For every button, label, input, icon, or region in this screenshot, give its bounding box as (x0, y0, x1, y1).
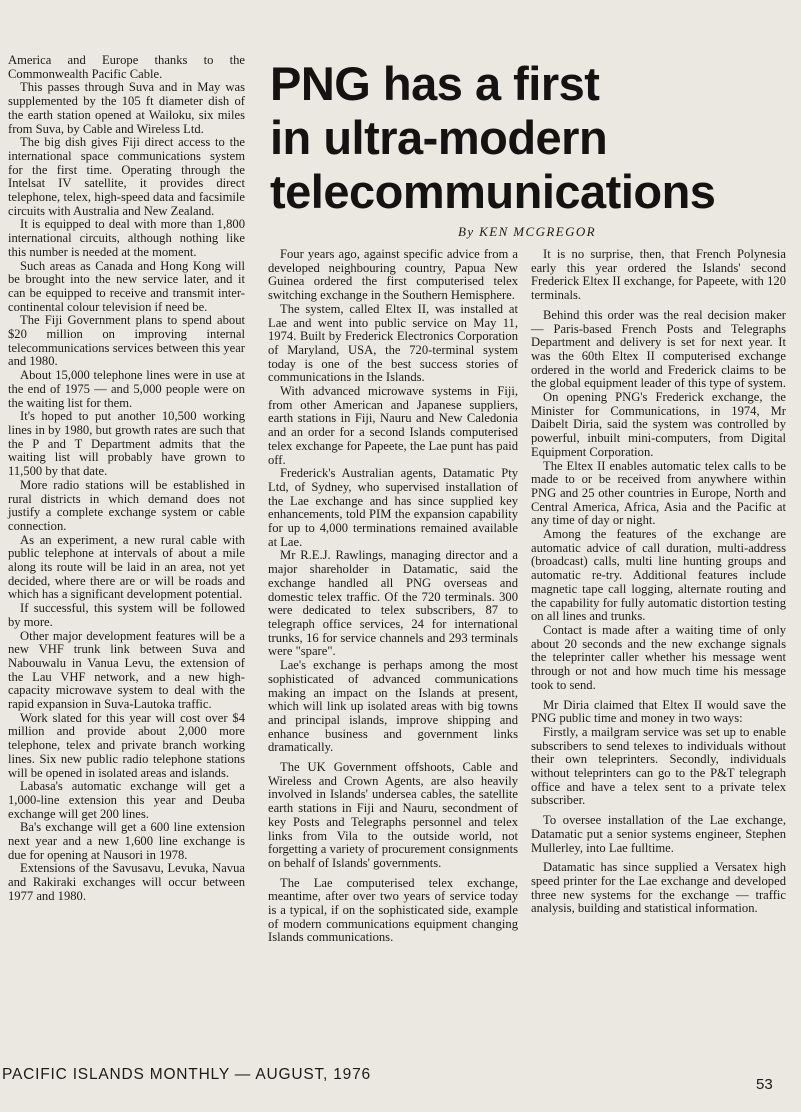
paragraph: Work slated for this year will cost over $4 million and provide about 2,000 more telephone, telex and private branch working lines. Six new public radio telephone stations will be opened in isolated areas and islands. (8, 710, 245, 780)
paragraph: About 15,000 telephone lines were in use at the end of 1975 — and 5,000 people were on the waiting list for them. (8, 368, 245, 410)
paragraph: The Eltex II enables automatic telex calls to be made to or be received from anywhere within PNG and 25 other countries in Europe, North and Central America, Africa, Asia and the Pacific at any time of day or night. (531, 458, 786, 528)
paragraph: Datamatic has since supplied a Versatex high speed printer for the Lae exchange and developed three new systems for the exchange — traffic analysis, building and statistical information. (531, 860, 786, 916)
paragraph: The Lae computerised telex exchange, meantime, after over two years of service today is a typical, if on the sophisticated side, example of modern communications equipment changing Islands communications. (268, 875, 518, 945)
paragraph: Frederick's Australian agents, Datamatic Pty Ltd, of Sydney, who supervised installation of the Lae exchange and has since supplied key enhancements, told PIM the expansion capability for up to 4,000 terminations remained available at Lae. (268, 466, 518, 549)
paragraph: Firstly, a mailgram service was set up to enable subscribers to send telexes to individuals without their own teleprinters. Secondly, individuals without teleprinters can go to the P&T telegraph office and have a telex sent to a private telex subscriber. (531, 724, 786, 808)
paragraph: With advanced microwave systems in Fiji, from other American and Japanese suppliers, earth stations in Fiji, Nauru and New Caledonia and an order for a second Islands computerised telex exchange for Papeete, the Lae punt has paid off. (268, 384, 518, 467)
page-number: 53 (756, 1076, 773, 1093)
byline: By KEN MCGREGOR (458, 224, 596, 239)
paragraph: The Fiji Government plans to spend about $20 million on improving internal telecommunications services between this year and 1980. (8, 313, 245, 369)
paragraph: It is no surprise, then, that French Polynesia early this year ordered the Islands' second Frederick Eltex II exchange, for Papeete, with 120 terminals. (531, 247, 786, 303)
paragraph: Such areas as Canada and Hong Kong will be brought into the new service later, and it can be equipped to receive and transmit inter-continental colour television if need be. (8, 258, 245, 314)
paragraph: Extensions of the Savusavu, Levuka, Navua and Rakiraki exchanges will occur between 1977 and 1980. (8, 861, 245, 903)
paragraph: To oversee installation of the Lae exchange, Datamatic put a senior systems engineer, Stephen Mullerley, into Lae fulltime. (531, 813, 786, 855)
paragraph: The UK Government offshoots, Cable and Wireless and Crown Agents, are also heavily involved in Islands' undersea cables, the satellite earth stations in Fiji and Nauru, secondment of key Posts and Telegraphs personnel and telex links from Vila to the outside world, not forgetting a variety of procurement consignments on behalf of Islands' governments. (268, 760, 518, 870)
paragraph: Other major development features will be a new VHF trunk link between Suva and Nabouwalu in Vanua Levu, the extension of the Lau VHF network, and a new high-capacity microwave system to deal with the rapid expansion in Suva-Lautoka traffic. (8, 628, 245, 712)
paragraph: Mr Diria claimed that Eltex II would save the PNG public time and money in two ways: (531, 697, 786, 726)
paragraph: Labasa's automatic exchange will get a 1,000-line extension this year and Deuba exchange will get 200 lines. (8, 779, 245, 821)
paragraph: America and Europe thanks to the Commonwealth Pacific Cable. (8, 53, 245, 81)
paragraph: It's hoped to put another 10,500 working lines in by 1980, but growth rates are such that the P and T Department admits that the waiting list will probably have grown to 11,500 by that date. (8, 409, 245, 479)
paragraph: It is equipped to deal with more than 1,800 international circuits, although nothing like this number is needed at the moment. (8, 217, 245, 259)
headline-line: PNG has a first (270, 57, 600, 110)
paragraph: If successful, this system will be followed by more. (8, 601, 245, 629)
paragraph: Behind this order was the real decision maker — Paris-based French Posts and Telegraphs Department and delivery is set for next year. It was the 60th Eltex II computerised exchange ordered in the world and Frederick claims to be the global equipment leader of this type of system. (531, 307, 786, 391)
headline-line: telecommunications (270, 165, 716, 218)
paragraph: More radio stations will be established in rural districts in which demand does not justify a complete exchange system or cable connection. (8, 477, 245, 533)
column-right (531, 248, 786, 916)
paragraph: The system, called Eltex II, was installed at Lae and went into public service on May 11, 1974. Built by Frederick Electronics Corporation of Maryland, USA, the 720-terminal system today is one of the best success stories of communications in the Islands. (268, 301, 518, 385)
paragraph: Among the features of the exchange are automatic advice of call duration, multi-address (broadcast) calls, multi line hunting groups and automatic re-try. Additional features include magnetic tape call logging, alternate routing and the capability for fully automatic distortion testing on all lines and trunks. (531, 527, 786, 624)
paragraph: As an experiment, a new rural cable with public telephone at intervals of about a mile along its route will be laid in an area, not yet decided, where there are or will be roads and which has a significant development potential. (8, 532, 245, 602)
column-middle (268, 248, 518, 945)
paragraph: Four years ago, against specific advice from a developed neighbouring country, Papua New Guinea ordered the first computerised telex switching exchange in the Southern Hemisphere. (268, 247, 518, 303)
paragraph: The big dish gives Fiji direct access to the international space communications system for the first time. Operating through the Intelsat IV satellite, it provides direct telephone, telex, high-speed data and facsimile circuits with Australia and New Zealand. (8, 135, 245, 218)
paragraph: Lae's exchange is perhaps among the most sophisticated of advanced communications making an impact on the Islands at present, which will link up isolated areas with big towns and principal islands, improve shipping and enhance business and government links dramatically. (268, 658, 518, 755)
article-headline (270, 57, 790, 219)
paragraph: Ba's exchange will get a 600 line extension next year and a new 1,600 line exchange is due for opening at Nausori in 1978. (8, 820, 245, 862)
paragraph: Mr R.E.J. Rawlings, managing director and a major shareholder in Datamatic, said the exchange handled all PNG overseas and domestic telex traffic. Of the 720 terminals. 300 were dedicated to telex subscribers, 87 to telegraph office services, 24 for international trunks, 16 for service channels and 293 terminals were "spare". (268, 548, 518, 659)
paragraph: Contact is made after a waiting time of only about 20 seconds and the new exchange signals the teleprinter caller whether his message went through or not and how much time his message took to send. (531, 622, 786, 692)
paragraph: On opening PNG's Frederick exchange, the Minister for Communications, in 1974, Mr Daibelt Diria, said the system was controlled by powerful, inbuilt mini-computers, from Digital Equipment Corporation. (531, 390, 786, 459)
page-footer: PACIFIC ISLANDS MONTHLY — AUGUST, 1976 (2, 1066, 371, 1083)
headline-line: in ultra-modern (270, 111, 608, 164)
paragraph: This passes through Suva and in May was supplemented by the 105 ft diameter dish of the earth station opened at Wailoku, six miles from Suva, by Cable and Wireless Ltd. (8, 80, 245, 136)
column-left (8, 54, 245, 904)
